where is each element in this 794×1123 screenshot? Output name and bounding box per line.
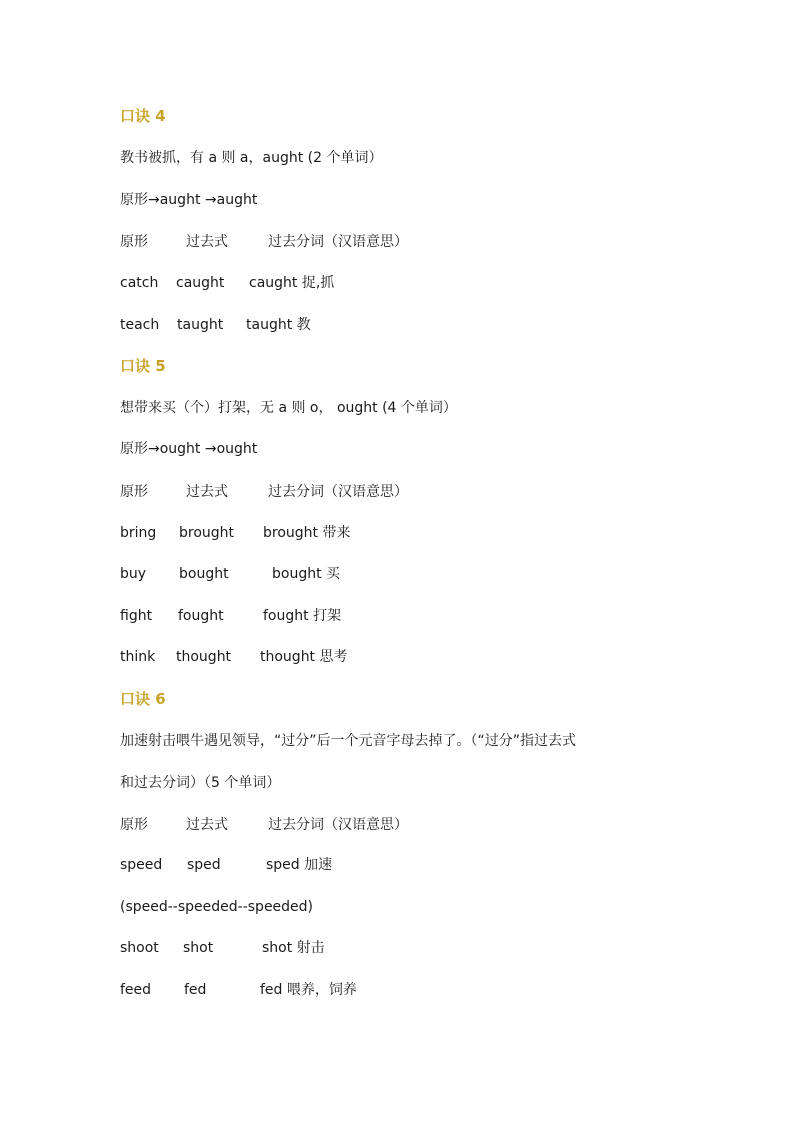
- section-5-rule: 想带来买（个）打架，无 a 则 o， ought (4 个单词）: [120, 400, 457, 416]
- base-form: bring: [120, 525, 157, 541]
- col-past-header: 过去式: [186, 484, 228, 500]
- past-participle: taught 教: [246, 317, 311, 333]
- section-6-rule-line-2: 和过去分词）（5 个单词）: [120, 775, 281, 791]
- section-5-heading: 口诀 5: [120, 357, 166, 375]
- past-participle: fed 喂养，饲养: [260, 982, 357, 998]
- section-6-heading: 口诀 6: [120, 690, 166, 708]
- past-form: taught: [177, 317, 224, 333]
- base-form: teach: [120, 317, 160, 333]
- past-participle: bought 买: [272, 566, 341, 582]
- past-form: fed: [184, 982, 207, 998]
- past-form: thought: [176, 649, 232, 665]
- past-form: fought: [178, 608, 224, 624]
- past-participle: brought 带来: [263, 525, 351, 541]
- past-participle: sped 加速: [266, 857, 333, 873]
- section-4-heading: 口诀 4: [120, 107, 166, 125]
- speed-variant-note: (speed--speeded--speeded): [120, 899, 314, 915]
- past-participle: caught 捉,抓: [249, 275, 335, 291]
- base-form: think: [120, 649, 156, 665]
- col-pp-header: 过去分词（汉语意思）: [268, 484, 408, 500]
- past-form: sped: [187, 857, 221, 873]
- col-past-header: 过去式: [186, 817, 228, 833]
- base-form: fight: [120, 608, 153, 624]
- section-4-rule: 教书被抓，有 a 则 a，aught (2 个单词）: [120, 150, 383, 166]
- col-base-header: 原形: [120, 234, 148, 250]
- past-form: bought: [179, 566, 229, 582]
- past-participle: shot 射击: [262, 940, 325, 956]
- past-form: caught: [176, 275, 225, 291]
- col-pp-header: 过去分词（汉语意思）: [268, 817, 408, 833]
- base-form: buy: [120, 566, 147, 582]
- base-form: feed: [120, 982, 152, 998]
- base-form: speed: [120, 857, 163, 873]
- base-form: catch: [120, 275, 159, 291]
- section-6-rule-line-1: 加速射击喂牛遇见领导，“过分”后一个元音字母去掉了。（“过分”指过去式: [120, 733, 577, 749]
- col-base-header: 原形: [120, 817, 148, 833]
- base-form: shoot: [120, 940, 159, 956]
- past-form: brought: [179, 525, 235, 541]
- past-participle: thought 思考: [260, 649, 348, 665]
- col-base-header: 原形: [120, 484, 148, 500]
- section-4-pattern: 原形→aught →aught: [120, 192, 258, 208]
- col-past-header: 过去式: [186, 234, 228, 250]
- past-participle: fought 打架: [263, 608, 342, 624]
- section-5-pattern: 原形→ought →ought: [120, 441, 258, 457]
- past-form: shot: [183, 940, 214, 956]
- col-pp-header: 过去分词（汉语意思）: [268, 234, 408, 250]
